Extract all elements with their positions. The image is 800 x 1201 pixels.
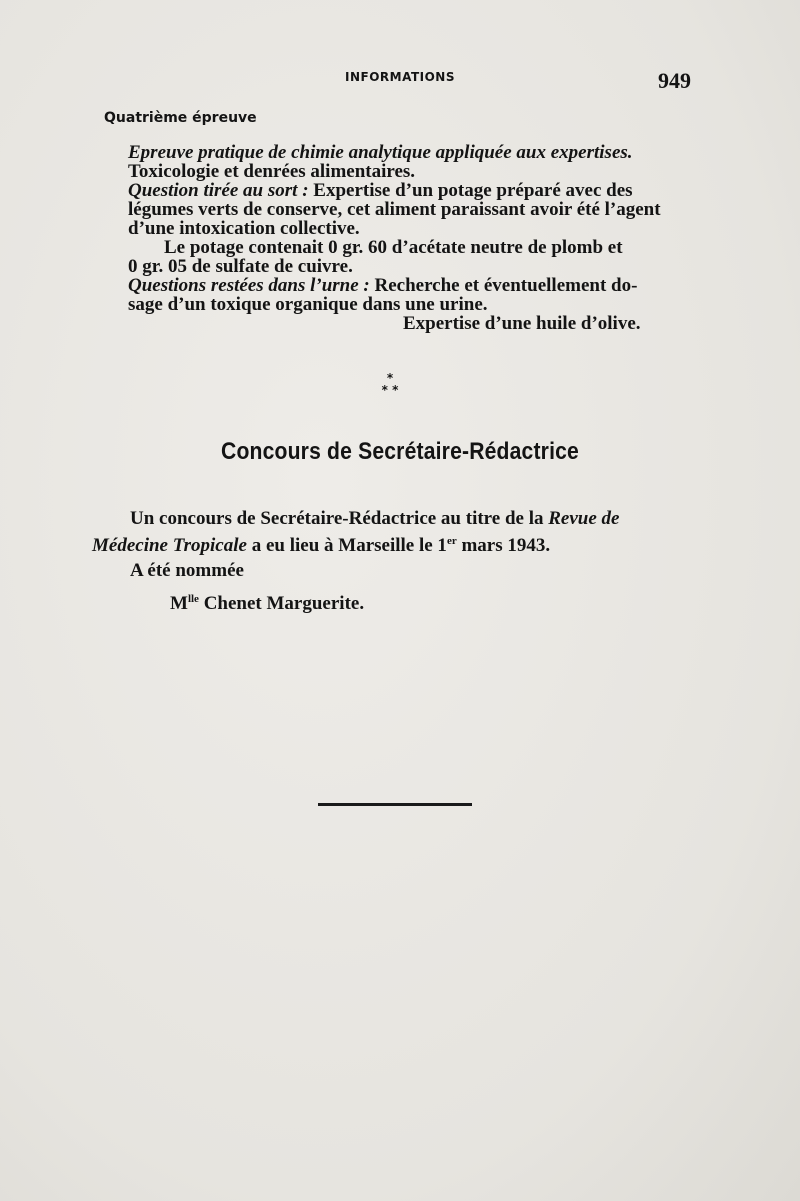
nominee-superscript: lle [187,593,199,605]
remaining-text-1: Recherche et éventuellement do- [369,275,638,296]
question-text-1: Expertise d’un potage préparé avec des [308,180,633,201]
question-line-1 [128,181,692,200]
closing-rule [318,803,472,806]
journal-name-part1: Revue de [548,508,620,529]
remaining-line-3: Expertise d’une huile d’olive. [403,313,641,334]
contest-paragraph [92,508,692,557]
question-line-2: légumes verts de conserve, cet aliment paraissant avoir été l’agent [128,199,661,220]
journal-name-part2: Médecine Tropicale [92,535,247,556]
potage-line-2: 0 gr. 05 de sulfate de cuivre. [128,256,353,277]
question-line-3: d’une intoxication collective. [128,218,360,239]
asterism-separator [370,372,410,396]
potage-line-1: Le potage contenait 0 gr. 60 d’acétate neutre de plomb et [164,237,623,258]
para-end-2: mars 1943. [456,535,551,556]
contest-line-2 [92,530,692,557]
date-superscript: er [446,535,457,547]
epreuve-subject: Toxicologie et denrées alimentaires. [128,161,416,182]
contest-title: Concours de Secrétaire-Rédactrice [221,438,579,465]
para-end-1: a eu lieu à Marseille le 1 [246,535,447,556]
nominee-surname: Chenet Marguerite. [198,593,365,614]
nominee-prefix: M [170,593,188,614]
para-start: Un concours de Secrétaire-Rédactrice au titre de la [130,508,549,529]
epreuve-label: Epreuve pratique de chimie analytique appliquée aux expertises. [128,142,633,163]
remaining-line-1 [128,276,692,295]
nominee-name [170,593,364,615]
appointed-label: A été nommée [130,560,244,581]
remaining-line-2: sage d’un toxique organique dans une urine. [128,294,488,315]
running-head: INFORMATIONS [345,70,455,84]
asterism-bottom: * * [381,383,399,397]
asterism-top: * [386,371,394,385]
remaining-label: Questions restées dans l’urne : [128,275,370,296]
section-heading: Quatrième épreuve [104,110,257,126]
contest-line-1 [92,508,692,530]
question-label: Question tirée au sort : [128,180,309,201]
exam-description [128,143,692,333]
page-number: 949 [658,68,691,93]
